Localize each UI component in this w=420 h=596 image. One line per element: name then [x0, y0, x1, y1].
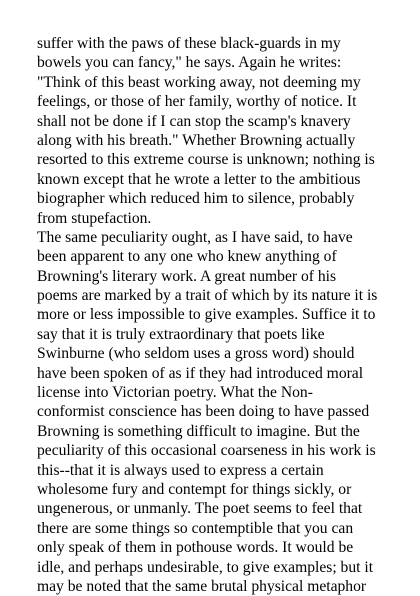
text-line: only speak of them in pothouse words. It would be: [37, 539, 354, 557]
text-line: bowels you can fancy," he says. Again he writes:: [37, 54, 342, 72]
text-line: shall not be done if I can stop the scamp's knavery: [37, 112, 351, 130]
text-line: there are some things so contemptible that you can: [37, 519, 354, 537]
text-line: known except that he wrote a letter to the ambitious: [37, 170, 361, 188]
text-line: license into Victorian poetry. What the Non-: [37, 384, 313, 402]
text-line: poems are marked by a trait of which by its nature it is: [37, 287, 378, 305]
text-line: conformist conscience has been doing to have passed: [37, 403, 370, 421]
text-line: may be noted that the same brutal physical metaphor: [37, 577, 367, 595]
body-text: [37, 34, 397, 596]
text-line: peculiarity of this occasional coarseness in his work is: [37, 442, 376, 460]
text-line: ungenerous, or unmanly. The poet seems to feel that: [37, 500, 363, 518]
text-line: more or less impossible to give examples. Suffice it to: [37, 306, 376, 324]
text-line: feelings, or those of her family, worthy of notice. It: [37, 93, 357, 111]
text-line: this--that it is always used to express a certain: [37, 461, 324, 479]
text-line: from stupefaction.: [37, 209, 152, 227]
text-line: Browning is something difficult to imagine. But the: [37, 422, 360, 440]
text-line: "Think of this beast working away, not deeming my: [37, 73, 361, 91]
text-line: Swinburne (who seldom uses a gross word) should: [37, 345, 355, 363]
text-line: biographer which reduced him to silence, probably: [37, 190, 355, 208]
text-line: Browning's literary work. A great number of his: [37, 267, 337, 285]
text-line: along with his breath." Whether Browning actually: [37, 131, 356, 149]
text-line: wholesome fury and contempt for things sickly, or: [37, 480, 352, 498]
text-line: idle, and perhaps undesirable, to give examples; but it: [37, 558, 374, 576]
text-line: say that it is truly extraordinary that poets like: [37, 325, 325, 343]
text-line: been apparent to any one who knew anything of: [37, 248, 337, 266]
text-line: have been spoken of as if they had introduced moral: [37, 364, 364, 382]
text-line: resorted to this extreme course is unknown; nothing is: [37, 151, 375, 169]
text-line: The same peculiarity ought, as I have said, to have: [37, 228, 353, 246]
text-line: suffer with the paws of these black-guards in my: [37, 35, 341, 52]
